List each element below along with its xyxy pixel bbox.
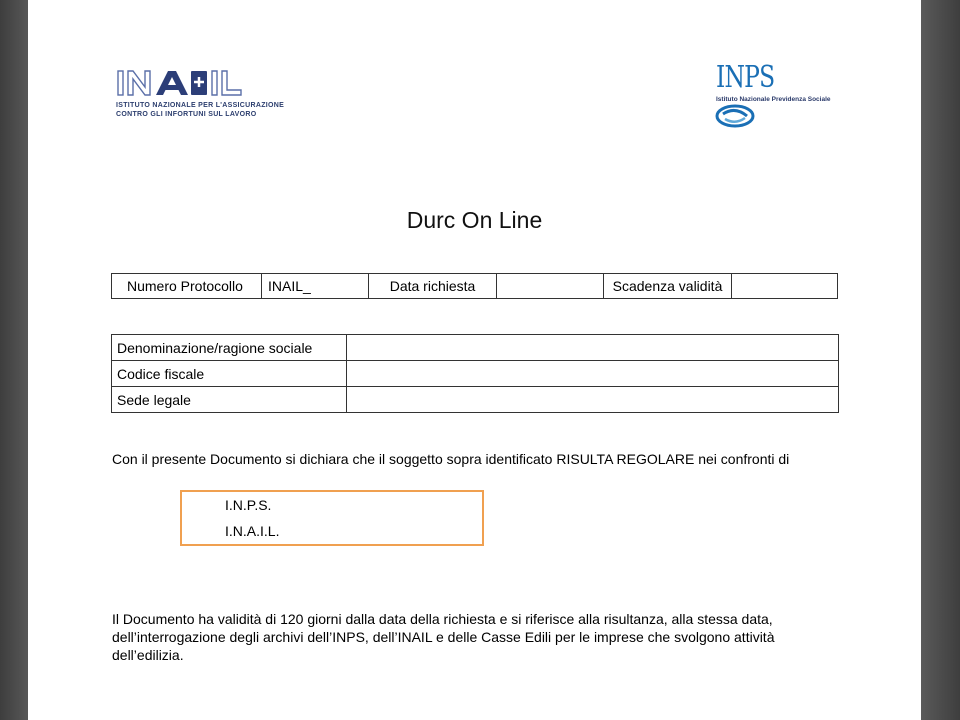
numero-protocollo-label: Numero Protocollo xyxy=(112,274,262,298)
viewer-left-margin xyxy=(0,0,28,720)
inps-emblem-icon xyxy=(715,104,755,128)
entities-box xyxy=(180,490,484,546)
protocol-row xyxy=(111,273,838,299)
codice-fiscale-value xyxy=(347,361,839,387)
data-richiesta-value xyxy=(497,274,604,298)
entity-inps: I.N.P.S. xyxy=(225,497,272,513)
inps-wordmark: INPS xyxy=(716,60,775,95)
inps-logo xyxy=(715,60,845,130)
codice-fiscale-label: Codice fiscale xyxy=(112,361,347,387)
denominazione-value xyxy=(347,335,839,361)
sede-legale-value xyxy=(347,387,839,413)
sede-legale-label: Sede legale xyxy=(112,387,347,413)
validity-line-2: dell’interrogazione degli archivi dell’INPS, dell’INAIL e delle Casse Edili per le imprese che svolgono attività xyxy=(112,629,775,645)
inail-wordmark-icon xyxy=(116,68,256,98)
validity-note xyxy=(112,610,822,664)
numero-protocollo-value: INAIL_ xyxy=(262,274,369,298)
inail-subtitle-line2: CONTRO GLI INFORTUNI SUL LAVORO xyxy=(116,111,257,118)
regularity-statement: Con il presente Documento si dichiara che il soggetto sopra identificato RISULTA REGOLARE nei confronti di xyxy=(112,451,790,467)
table-row xyxy=(112,335,839,361)
data-richiesta-label: Data richiesta xyxy=(369,274,497,298)
validity-line-1: Il Documento ha validità di 120 giorni dalla data della richiesta e si riferisce alla risultanza, alla stessa data, xyxy=(112,611,773,627)
table-row xyxy=(112,387,839,413)
validity-line-3: dell’edilizia. xyxy=(112,647,184,663)
viewer-right-margin xyxy=(921,0,960,720)
inail-logo xyxy=(116,68,296,124)
inail-subtitle xyxy=(116,101,316,119)
company-details-table xyxy=(111,334,839,413)
scadenza-validita-value xyxy=(732,274,837,298)
table-row xyxy=(112,361,839,387)
entity-inail: I.N.A.I.L. xyxy=(225,523,280,539)
document-page xyxy=(28,0,921,720)
inps-subtitle: Istituto Nazionale Previdenza Sociale xyxy=(716,96,831,103)
inail-subtitle-line1: ISTITUTO NAZIONALE PER L'ASSICURAZIONE xyxy=(116,102,285,109)
denominazione-label: Denominazione/ragione sociale xyxy=(112,335,347,361)
document-title: Durc On Line xyxy=(406,207,543,233)
scadenza-validita-label: Scadenza validità xyxy=(604,274,732,298)
